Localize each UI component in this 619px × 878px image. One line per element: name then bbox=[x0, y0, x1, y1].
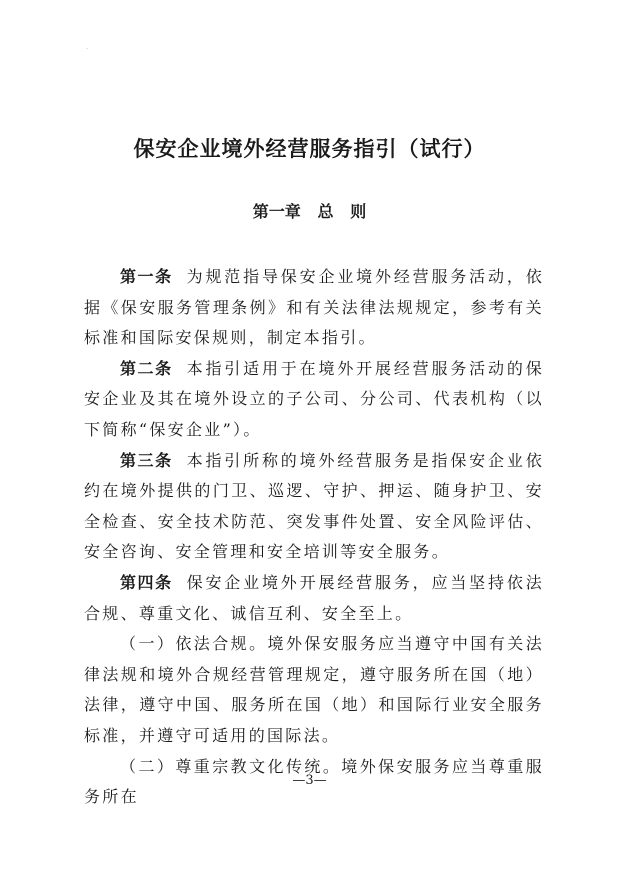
article-text: 本指引所称的境外经营服务是指保安企业依约在境外提供的门卫、巡逻、守护、押运、随身护卫、安全检查、安全技术防范、突发事件处置、安全风险评估、安全咨询、安全管理和安全培训等安全服务。 bbox=[84, 450, 544, 562]
article-text: 保安企业境外开展经营服务，应当坚持依法合规、尊重文化、诚信互利、安全至上。 bbox=[84, 572, 544, 623]
scan-mark: · bbox=[86, 45, 89, 53]
document-body bbox=[84, 262, 544, 813]
article-3 bbox=[84, 446, 544, 568]
document-title: 保安企业境外经营服务指引（试行） bbox=[133, 136, 486, 161]
item-2: （二）尊重宗教文化传统。境外保安服务应当尊重服务所在 bbox=[84, 756, 544, 807]
article-label: 第四条 bbox=[120, 572, 173, 592]
item-1: （一）依法合规。境外保安服务应当遵守中国有关法律法规和境外合规经营管理规定，遵守服务所在国（地）法律，遵守中国、服务所在国（地）和国际行业安全服务标准，并遵守可适用的国际法。 bbox=[84, 634, 544, 745]
article-label: 第二条 bbox=[120, 358, 173, 378]
article-label: 第三条 bbox=[120, 450, 173, 470]
page-number: —3— bbox=[292, 773, 327, 788]
article-text: 为规范指导保安企业境外经营服务活动，依据《保安服务管理条例》和有关法律法规规定，参考有关标准和国际安保规则，制定本指引。 bbox=[84, 267, 544, 348]
article-text: 本指引适用于在境外开展经营服务活动的保安企业及其在境外设立的子公司、分公司、代表机构（以下简称“保安企业”）。 bbox=[84, 358, 544, 439]
article-4 bbox=[84, 568, 544, 629]
article-2 bbox=[84, 354, 544, 446]
chapter-title: 第一章 总 则 bbox=[252, 202, 367, 221]
article-1 bbox=[84, 262, 544, 354]
article-label: 第一条 bbox=[120, 267, 173, 286]
